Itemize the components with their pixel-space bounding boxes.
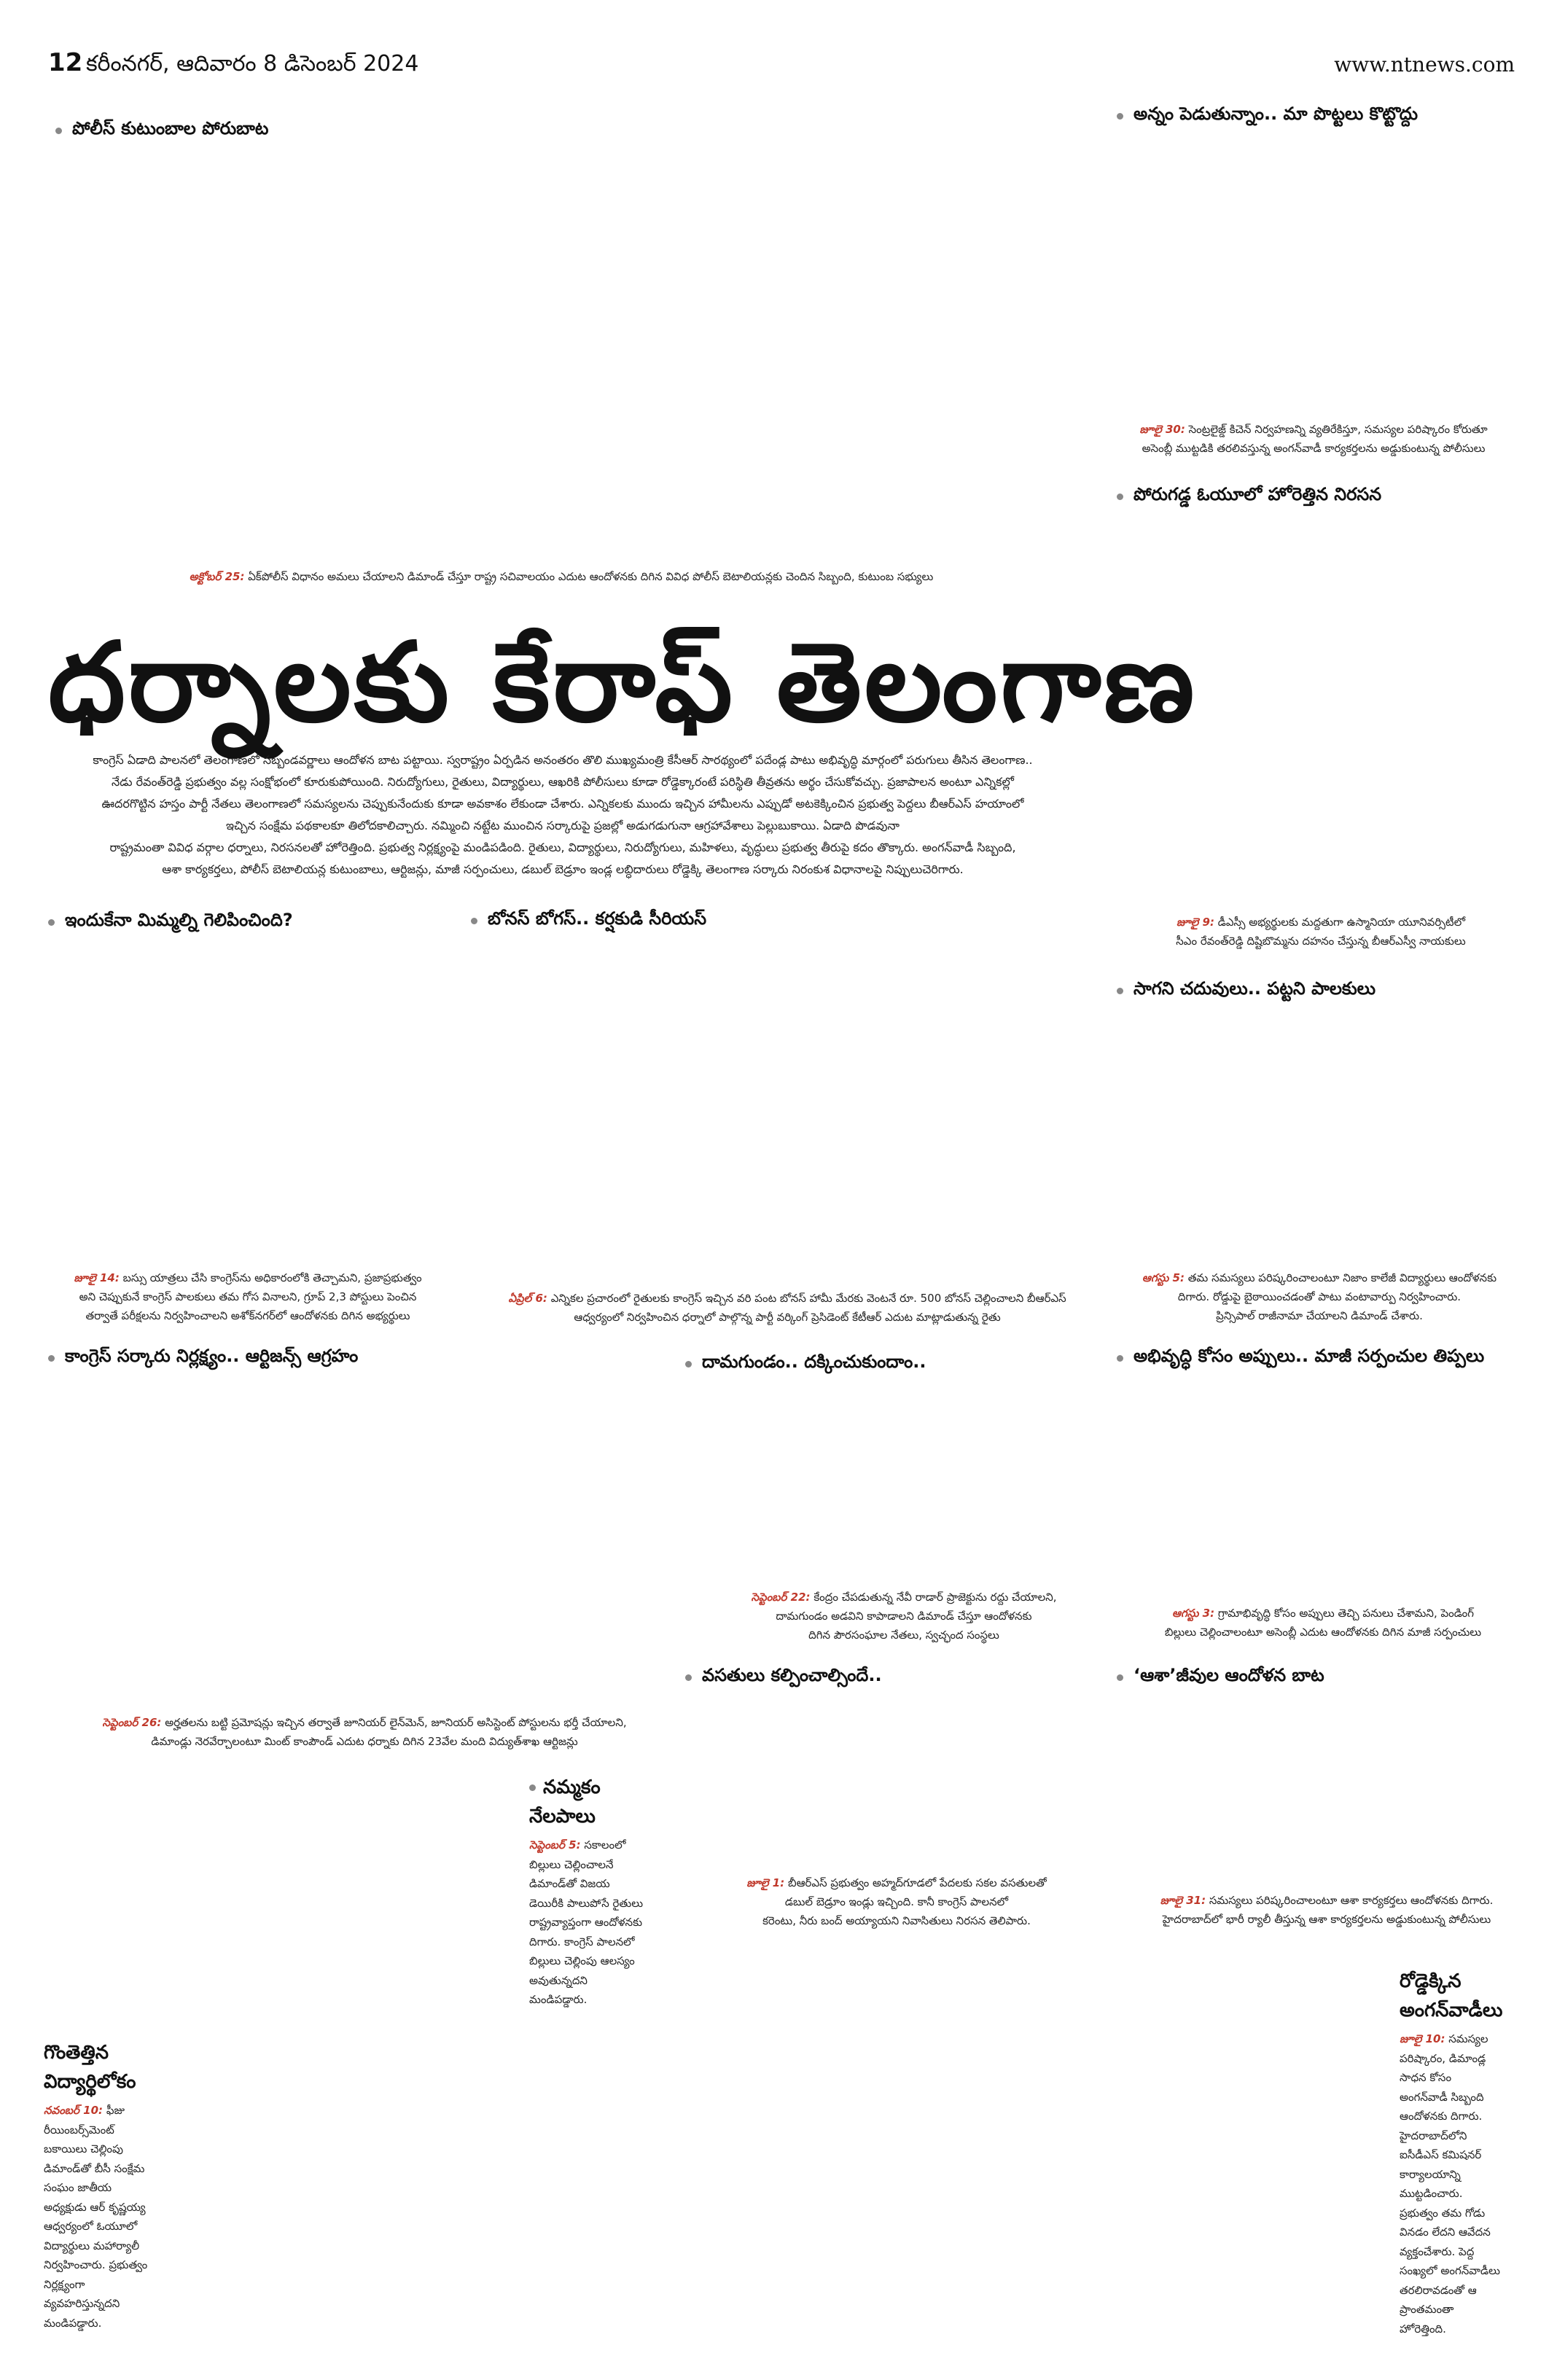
- sidebar-nammakam: నమ్మకం నేలపాలు సెప్టెంబర్ 5: సకాలంలో బిల్లులు చెల్లించాలనే డిమాండ్‌తో విజయ డెయిరీకి పాలుపోసే రైతులు రాష్ట్రవ్యాప్తంగా ఆందోళనకు దిగారు. కాంగ్రెస్ పాలనలో బిల్లులు చెల్లింపు ఆలస్యం అవుతున్నదని మండిపడ్డారు.: [529, 1773, 643, 2010]
- heading-annam: అన్నం పెడుతున్నాం.. మా పొట్టలు కొట్టొద్దు: [1117, 104, 1418, 128]
- sidebar-title: గొంతెత్తిన: [44, 2042, 109, 2064]
- dateline: కరీంనగర్, ఆదివారం 8 డిసెంబర్ 2024: [86, 51, 419, 77]
- heading-asha: ‘ఆశా’జీవుల ఆందోళన బాట: [1117, 1665, 1324, 1690]
- sidebar-body: నవంబర్ 10: ఫీజు రీయింబర్స్‌మెంట్ బకాయిలు చెల్లింపు డిమాండ్‌తో బీసీ సంక్షేమ సంఘం జాతీయ అధ్యక్షుడు ఆర్ కృష్ణయ్య ఆధ్వర్యంలో ఓయూలో విద్యార్థులు మహార్యాలీ నిర్వహించారు. ప్రభుత్వం నిర్లక్ష్యంగా వ్యవహరిస్తున్నదని మండిపడ్డారు.: [44, 2104, 148, 2330]
- caption-date: సెప్టెంబర్ 22:: [751, 1591, 811, 1604]
- sidebar-date: నవంబర్ 10:: [44, 2104, 104, 2117]
- bullet-icon: [529, 1784, 536, 1791]
- bullet-icon: [1117, 988, 1123, 994]
- caption-date: జూలై 30:: [1139, 423, 1185, 436]
- heading-sarpanch: అభివృద్ధి కోసం అప్పులు.. మాజీ సర్పంచుల తిప్పలు: [1117, 1346, 1484, 1370]
- heading-vasathulu: వసతులు కల్పించాల్సిందే..: [685, 1665, 882, 1690]
- caption-date: జూలై 1:: [746, 1876, 785, 1889]
- caption-vasathulu: జూలై 1: బీఆర్ఎస్ ప్రభుత్వం అహ్మద్‌గూడలో పేదలకు సకల వసతులతో డబుల్ బెడ్రూం ఇండ్లు ఇచ్చింది. కానీ కాంగ్రెస్ పాలనలో కరెంటు, నీరు బంద్ అయ్యాయని నివాసితులు నిరసన తెలిపారు.: [746, 1876, 1047, 1927]
- heading-bonus: బోనస్ బోగస్.. కర్షకుడి సీరియస్: [471, 908, 706, 933]
- bullet-icon: [48, 919, 55, 926]
- sidebar-title: రోడ్డెక్కిన: [1400, 1970, 1462, 1992]
- intro-paragraph: కాంగ్రెస్ ఏడాది పాలనలో తెలంగాణలో సబ్బండవర్ణాలు ఆందోళన బాట పట్టాయి. స్వరాష్ట్రం ఏర్పడిన అనంతరం తొలి ముఖ్యమంత్రి కేసీఆర్ సారథ్యంలో పదేండ్ల పాటు అభివృద్ధి మార్గంలో పరుగులు తీసిన తెలంగాణ.. నేడు రేవంత్‌రెడ్డి ప్రభుత్వం వల్ల సంక్షోభంలో కూరుకుపోయింది. నిరుద్యోగులు, రైతులు, విద్యార్థులు, ఆఖరికి పోలీసులు కూడా రోడ్డెక్కారంటే పరిస్థితి తీవ్రతను అర్థం చేసుకోవచ్చు. ప్రజాపాలన అంటూ ఎన్నికల్లో ఊదరగొట్టిన హస్తం పార్టీ నేతలు తెలంగాణలో సమస్యలను చెప్పుకునేందుకు కూడా అవకాశం లేకుండా చేశారు. ఎన్నికలకు ముందు ఇచ్చిన హామీలను ఎప్పుడో అటకెక్కించిన ప్రభుత్వ పెద్దలు బీఆర్ఎస్ హయాంలో ఇచ్చిన సంక్షేమ పథకాలకూ తిలోదకాలిచ్చారు. నమ్మించి నట్టేట ముంచిన సర్కారుపై ప్రజల్లో అడుగడుగునా ఆగ్రహావేశాలు పెల్లుబుకాయి. ఏడాది పొడవునా రాష్ట్రమంతా వివిధ వర్గాల ధర్నాలు, నిరసనలతో హోరెత్తింది. ప్రభుత్వ నిర్లక్ష్యంపై మండిపడింది. రైతులు, విద్యార్థులు, నిరుద్యోగులు, మహిళలు, వృద్ధులు ప్రభుత్వ తీరుపై కదం తొక్కారు. అంగన్‌వాడీ సిబ్బంది, ఆశా కార్యకర్తలు, పోలీస్ బెటాలియన్ల కుటుంబాలు, ఆర్టిజన్లు, మాజీ సర్పంచులు, డబుల్ బెడ్రూం ఇండ్ల లబ్ధిదారులు రోడ్డెక్కి తెలంగాణ సర్కారు నిరంకుశ విధానాలపై నిప్పులుచెరిగారు.: [93, 753, 1033, 876]
- sidebar-roddekkina: రోడ్డెక్కిన అంగన్‌వాడీలు జూలై 10: సమస్యల పరిష్కారం, డిమాండ్ల సాధన కోసం అంగన్‌వాడీ సిబ్బంది ఆందోళనకు దిగారు. హైదరాబాద్‌లోని ఐసీడీఎస్ కమిషనర్ కార్యాలయాన్ని ముట్టడించారు. ప్రభుత్వం తమ గోడు వినడం లేదని ఆవేదన వ్యక్తంచేశారు. పెద్ద సంఖ్యలో అంగన్‌వాడీలు తరలిరావడంతో ఆ ప్రాంతమంతా హోరెత్తింది.: [1400, 1967, 1502, 2338]
- caption-date: ఆగస్టు 3:: [1172, 1607, 1215, 1620]
- caption-indukena: జూలై 14: బస్సు యాత్రలు చేసి కాంగ్రెస్‌ను అధికారంలోకి తెచ్చామని, ప్రజాప్రభుత్వం అని చెప్పుకునే కాంగ్రెస్ పాలకులు తమ గోస వినాలని, గ్రూప్ 2,3 పోస్టులు పెంచిన తర్వాతే పరీక్షలను నిర్వహించాలని అశోక్‌నగర్‌లో ఆందోళనకు దిగిన అభ్యర్థులు: [74, 1271, 422, 1322]
- caption-date: అక్టోబర్ 25:: [189, 570, 245, 583]
- page-number: 12: [48, 48, 83, 77]
- bullet-icon: [1117, 493, 1123, 500]
- bullet-icon: [685, 1674, 692, 1681]
- caption-damagundam: సెప్టెంబర్ 22: కేంద్రం చేపడుతున్న నేవీ రాడార్ ప్రాజెక్టును రద్దు చేయాలని, దామగుండం అడవిని కాపాడాలని డిమాండ్ చేస్తూ ఆందోళనకు దిగిన పౌరసంఘాల నేతలు, స్వచ్ఛంద సంస్థలు: [751, 1591, 1057, 1642]
- caption-sagani: ఆగస్టు 5: తమ సమస్యలు పరిష్కరించాలంటూ నిజాం కాలేజీ విద్యార్థులు ఆందోళనకు దిగారు. రోడ్డుపై బైఠాయించడంతో పాటు వంటావార్పు నిర్వహించారు. ప్రిన్సిపాల్ రాజీనామా చేయాలని డిమాండ్ చేశారు.: [1142, 1271, 1497, 1322]
- heading-sagani: సాగని చదువులు.. పట్టని పాలకులు: [1117, 978, 1375, 1003]
- sidebar-date: జూలై 10:: [1400, 2032, 1445, 2045]
- caption-date: సెప్టెంబర్ 26:: [102, 1716, 162, 1729]
- heading-porugadda: పోరుగడ్డ ఓయూలో హోరెత్తిన నిరసన: [1117, 484, 1381, 509]
- caption-annam: జూలై 30: సెంట్రలైజ్డ్ కిచెన్ నిర్వహణన్ని వ్యతిరేకిస్తూ, సమస్యల పరిష్కారం కోరుతూ అసెంబ్లీ ముట్టడికి తరలివస్తున్న అంగన్‌వాడీ కార్యకర్తలను అడ్డుకుంటున్న పోలీసులు: [1139, 423, 1488, 455]
- caption-bonus: ఏప్రిల్ 6: ఎన్నికల ప్రచారంలో రైతులకు కాంగ్రెస్ ఇచ్చిన వరి పంట బోనస్ హామీ మేరకు వెంటనే రూ. 500 బోనస్ చెల్లించాలని బీఆర్ఎస్ ఆధ్వర్యంలో నిర్వహించిన ధర్నాలో పాల్గొన్న పార్టీ వర్కింగ్ ప్రెసిడెంట్ కేటీఆర్ ఎదుట మాట్లాడుతున్న రైతు: [508, 1292, 1066, 1324]
- heading-damagundam: దామగుండం.. దక్కించుకుందాం..: [685, 1351, 926, 1376]
- bullet-icon: [1117, 113, 1123, 120]
- bullet-icon: [48, 1355, 55, 1362]
- caption-date: ఏప్రిల్ 6:: [508, 1292, 547, 1305]
- caption-date: ఆగస్టు 5:: [1142, 1271, 1185, 1284]
- caption-date: జూలై 31:: [1160, 1894, 1206, 1907]
- sidebar-body: జూలై 10: సమస్యల పరిష్కారం, డిమాండ్ల సాధన కోసం అంగన్‌వాడీ సిబ్బంది ఆందోళనకు దిగారు. హైదరాబాద్‌లోని ఐసీడీఎస్ కమిషనర్ కార్యాలయాన్ని ముట్టడించారు. ప్రభుత్వం తమ గోడు వినడం లేదని ఆవేదన వ్యక్తంచేశారు. పెద్ద సంఖ్యలో అంగన్‌వాడీలు తరలిరావడంతో ఆ ప్రాంతమంతా హోరెత్తింది.: [1400, 2032, 1500, 2336]
- caption-date: జూలై 14:: [74, 1271, 120, 1284]
- sidebar-body: సెప్టెంబర్ 5: సకాలంలో బిల్లులు చెల్లించాలనే డిమాండ్‌తో విజయ డెయిరీకి పాలుపోసే రైతులు రాష్ట్రవ్యాప్తంగా ఆందోళనకు దిగారు. కాంగ్రెస్ పాలనలో బిల్లులు చెల్లింపు ఆలస్యం అవుతున్నదని మండిపడ్డారు.: [529, 1838, 644, 2006]
- caption-police: అక్టోబర్ 25: ఏక్‌పోలీస్ విధానం అమలు చేయాలని డిమాండ్ చేస్తూ రాష్ట్ర సచివాలయం ఎదుట ఆందోళనకు దిగిన వివిధ పోలీస్ బెటాలియన్లకు చెందిన సిబ్బంది, కుటుంబ సభ్యులు: [189, 570, 934, 583]
- heading-indukena: ఇందుకేనా మిమ్మల్ని గెలిపించింది?: [48, 910, 293, 935]
- website-link[interactable]: www.ntnews.com: [1334, 52, 1515, 77]
- bullet-icon: [471, 918, 477, 924]
- caption-asha: జూలై 31: సమస్యలు పరిష్కరించాలంటూ ఆశా కార్యకర్తలు ఆందోళనకు దిగారు. హైదరాబాద్‌లో భారీ ర్యాలీ తీస్తున్న ఆశా కార్యకర్తలను అడ్డుకుంటున్న పోలీసులు: [1160, 1894, 1494, 1926]
- heading-artisans: కాంగ్రెస్ సర్కారు నిర్లక్ష్యం.. ఆర్టిజన్స్ ఆగ్రహం: [48, 1346, 358, 1370]
- caption-artisans: సెప్టెంబర్ 26: అర్హతలను బట్టి ప్రమోషన్లు ఇచ్చిన తర్వాతే జూనియర్ లైన్‌మెన్, జూనియర్ అసిస్టెంట్ పోస్టులను భర్తీ చేయాలని, డిమాండ్లు నెరవేర్చాలంటూ మింట్ కాంపౌండ్ ఎదుట ధర్నాకు దిగిన 23వేల మంది విద్యుత్‌శాఖ ఆర్టిజన్లు: [102, 1716, 627, 1748]
- main-headline: ధర్నాలకు కేరాఫ్ తెలంగాణ: [48, 620, 1198, 746]
- heading-police-families: పోలీస్ కుటుంబాల పోరుబాట: [55, 118, 268, 143]
- sidebar-gonthetthina: గొంతెత్తిన విద్యార్థిలోకం నవంబర్ 10: ఫీజు రీయింబర్స్‌మెంట్ బకాయిలు చెల్లింపు డిమాండ్‌తో బీసీ సంక్షేమ సంఘం జాతీయ అధ్యక్షుడు ఆర్ కృష్ణయ్య ఆధ్వర్యంలో ఓయూలో విద్యార్థులు మహార్యాలీ నిర్వహించారు. ప్రభుత్వం నిర్లక్ష్యంగా వ్యవహరిస్తున్నదని మండిపడ్డారు.: [44, 2038, 147, 2333]
- caption-ou: జూలై 9: డీఎస్సీ అభ్యర్థులకు మద్దతుగా ఉస్మానియా యూనివర్సిటీలో సీఎం రేవంత్‌రెడ్డి దిష్టిబొమ్మను దహనం చేస్తున్న బీఆర్ఎస్వీ నాయకులు: [1176, 916, 1466, 948]
- sidebar-title: నమ్మకం: [529, 1773, 643, 1802]
- bullet-icon: [55, 128, 62, 134]
- bullet-icon: [1117, 1674, 1123, 1681]
- bullet-icon: [685, 1361, 692, 1367]
- caption-sarpanch: ఆగస్టు 3: గ్రామాభివృద్ధి కోసం అప్పులు తెచ్చి పనులు చేశామని, పెండింగ్ బిల్లులు చెల్లించాలంటూ అసెంబ్లీ ఎదుట ఆందోళనకు దిగిన మాజీ సర్పంచులు: [1164, 1607, 1482, 1639]
- sidebar-date: సెప్టెంబర్ 5:: [529, 1838, 581, 1852]
- caption-date: జూలై 9:: [1176, 916, 1214, 929]
- bullet-icon: [1117, 1355, 1123, 1362]
